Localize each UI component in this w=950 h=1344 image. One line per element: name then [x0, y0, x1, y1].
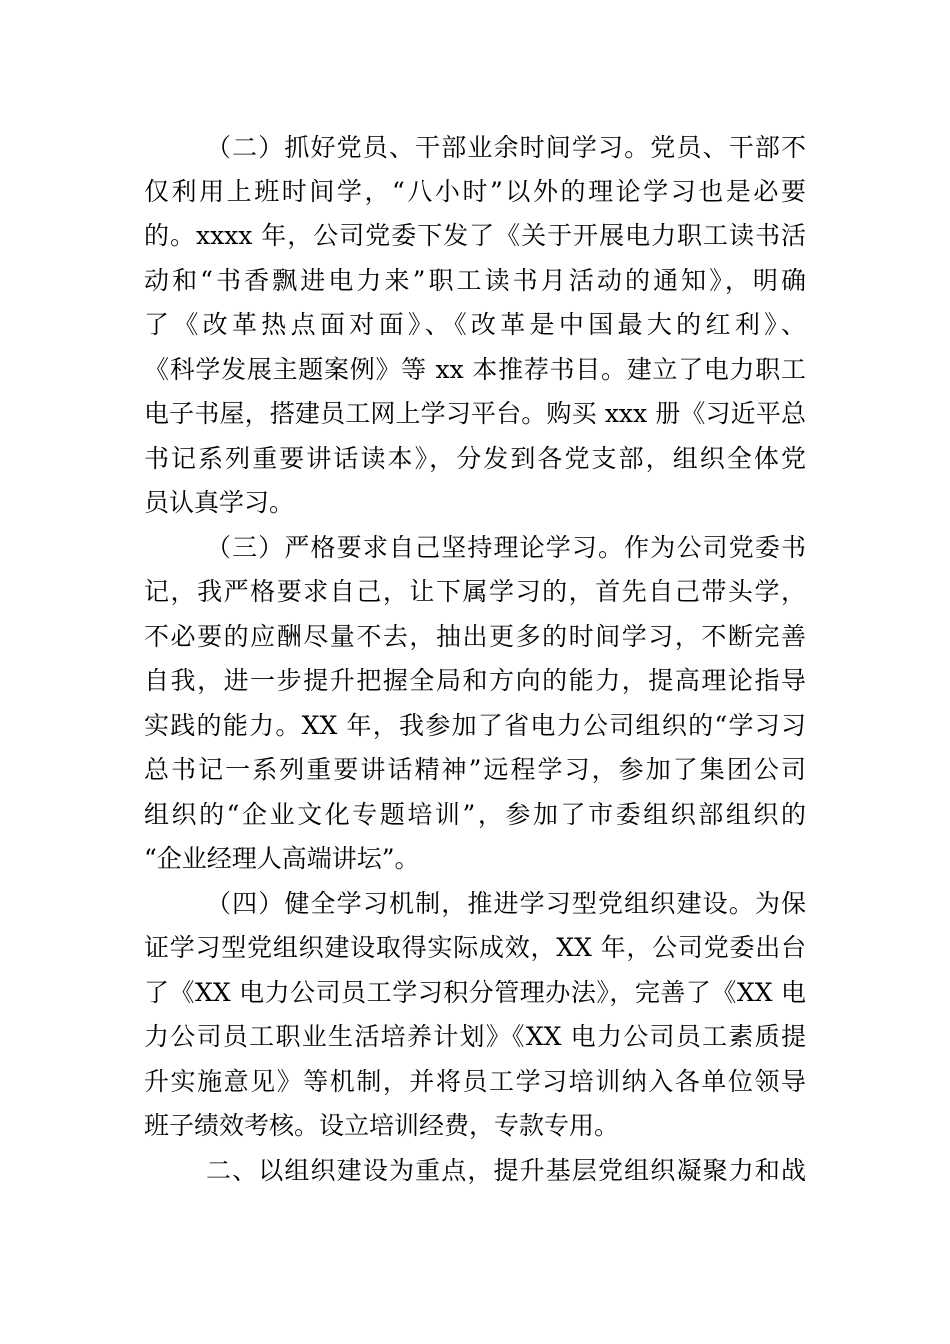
paragraph-4-line-6: 班子绩效考核。设立培训经费，专款专用。	[144, 1111, 620, 1140]
paragraph-2-line-5: 了《改革热点面对面》、《改革是中国最大的红利》、	[144, 310, 806, 339]
paragraph-3-line-1: （三）严格要求自己坚持理论学习。作为公司党委书	[206, 533, 806, 562]
paragraph-4-line-1: （四）健全学习机制，推进学习型党组织建设。为保	[206, 889, 806, 918]
paragraph-2-line-2: 仅利用上班时间学，“八小时”以外的理论学习也是必要	[144, 177, 806, 206]
paragraph-2-line-4: 动和“书香飘进电力来”职工读书月活动的通知》，明确	[144, 266, 806, 295]
paragraph-2-line-7: 电子书屋，搭建员工网上学习平台。购买 xxx 册《习近平总	[144, 399, 806, 428]
paragraph-2-line-8: 书记系列重要讲话读本》，分发到各党支部，组织全体党	[144, 444, 806, 473]
section-heading-line: 二、以组织建设为重点，提升基层党组织凝聚力和战	[206, 1156, 806, 1185]
paragraph-2-line-6: 《科学发展主题案例》等 xx 本推荐书目。建立了电力职工	[144, 355, 806, 384]
paragraph-3-line-5: 实践的能力。XX 年，我参加了省电力公司组织的“学习习	[144, 711, 806, 740]
paragraph-2-line-3: 的。xxxx 年，公司党委下发了《关于开展电力职工读书活	[144, 221, 806, 250]
paragraph-4-line-3: 了《XX 电力公司员工学习积分管理办法》，完善了《XX 电	[144, 978, 806, 1007]
paragraph-3-line-4: 自我，进一步提升把握全局和方向的能力，提高理论指导	[144, 666, 806, 695]
paragraph-4-line-2: 证学习型党组织建设取得实际成效，XX 年，公司党委出台	[144, 933, 806, 962]
paragraph-2-line-9: 员认真学习。	[144, 488, 295, 517]
paragraph-3-line-3: 不必要的应酬尽量不去，抽出更多的时间学习，不断完善	[144, 622, 806, 651]
paragraph-3-line-8: “企业经理人高端讲坛”。	[144, 844, 420, 873]
paragraph-4-line-4: 力公司员工职业生活培养计划》《XX 电力公司员工素质提	[144, 1022, 806, 1051]
paragraph-3-line-2: 记，我严格要求自己，让下属学习的，首先自己带头学，	[144, 577, 806, 606]
paragraph-4-line-5: 升实施意见》等机制，并将员工学习培训纳入各单位领导	[144, 1067, 806, 1096]
paragraph-3-line-6: 总书记一系列重要讲话精神”远程学习，参加了集团公司	[144, 755, 806, 784]
paragraph-2-line-1: （二）抓好党员、干部业余时间学习。党员、干部不	[206, 133, 806, 162]
paragraph-3-line-7: 组织的“企业文化专题培训”，参加了市委组织部组织的	[144, 800, 806, 829]
